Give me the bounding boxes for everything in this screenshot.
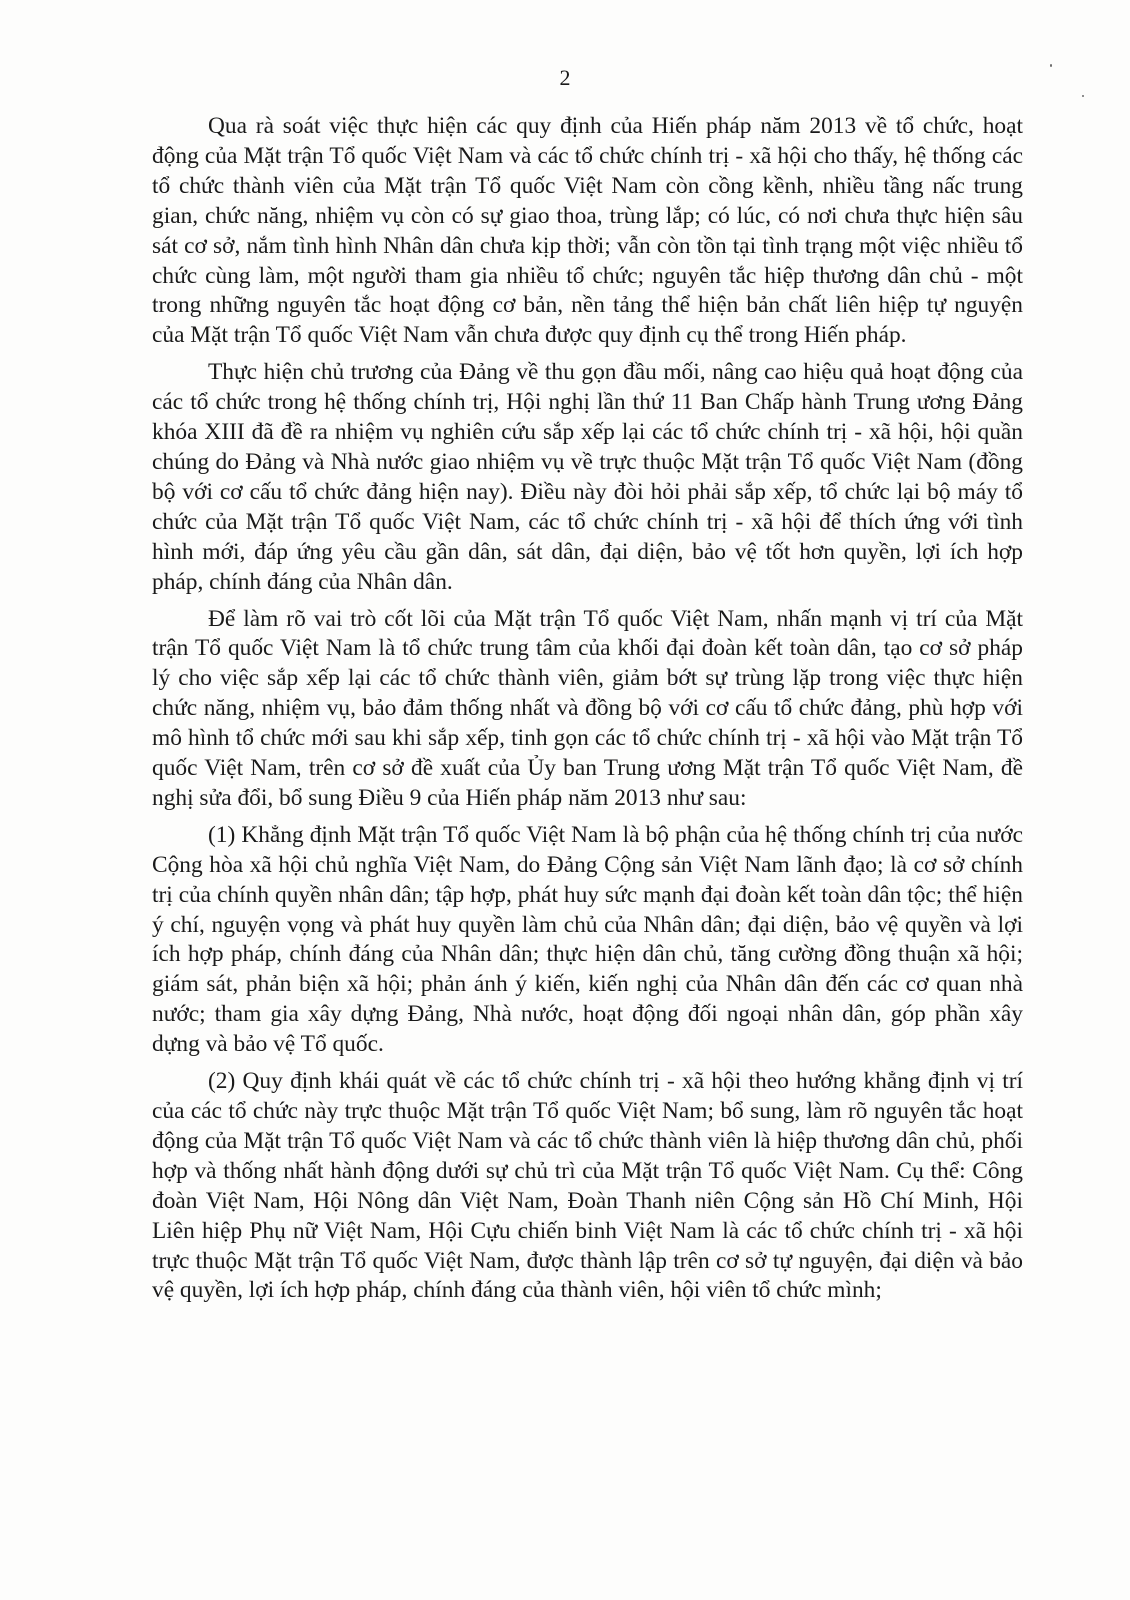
scan-speck bbox=[1082, 95, 1084, 97]
paragraph-point-2: (2) Quy định khái quát về các tổ chức chính trị - xã hội theo hướng khẳng định vị trí của các tổ chức này trực thuộc Mặt trận Tổ quốc Việt Nam; bổ sung, làm rõ nguyên tắc hoạt động của Mặt trận Tổ quốc Việt Nam và các tổ chức thành viên là hiệp thương dân chủ, phối hợp và thống nhất hành động dưới sự chủ trì của Mặt trận Tổ quốc Việt Nam. Cụ thể: Công đoàn Việt Nam, Hội Nông dân Việt Nam, Đoàn Thanh niên Cộng sản Hồ Chí Minh, Hội Liên hiệp Phụ nữ Việt Nam, Hội Cựu chiến binh Việt Nam là các tổ chức chính trị - xã hội trực thuộc Mặt trận Tổ quốc Việt Nam, được thành lập trên cơ sở tự nguyện, đại diện và bảo vệ quyền, lợi ích hợp pháp, chính đáng của thành viên, hội viên tổ chức mình; bbox=[152, 1068, 1023, 1304]
page-number: 2 bbox=[559, 65, 571, 90]
paragraph-party-policy: Thực hiện chủ trương của Đảng về thu gọn đầu mối, nâng cao hiệu quả hoạt động của các tổ chức trong hệ thống chính trị, Hội nghị lần thứ 11 Ban Chấp hành Trung ương Đảng khóa XIII đã đề ra nhiệm vụ nghiên cứu sắp xếp lại các tổ chức chính trị - xã hội, hội quần chúng do Đảng và Nhà nước giao nhiệm vụ về trực thuộc Mặt trận Tổ quốc Việt Nam (đồng bộ với cơ cấu tổ chức đảng hiện nay). Điều này đòi hỏi phải sắp xếp, tổ chức lại bộ máy tổ chức của Mặt trận Tổ quốc Việt Nam, các tổ chức chính trị - xã hội để thích ứng với tình hình mới, đáp ứng yêu cầu gần dân, sát dân, đại diện, bảo vệ tốt hơn quyền, lợi ích hợp pháp, chính đáng của Nhân dân. bbox=[152, 359, 1023, 595]
document-body bbox=[152, 112, 1023, 1306]
paragraph-amendment-proposal: Để làm rõ vai trò cốt lõi của Mặt trận Tổ quốc Việt Nam, nhấn mạnh vị trí của Mặt trận Tổ quốc Việt Nam là tổ chức trung tâm của khối đại đoàn kết toàn dân, tạo cơ sở pháp lý cho việc sắp xếp lại các tổ chức thành viên, giảm bớt sự trùng lặp trong việc thực hiện chức năng, nhiệm vụ, bảo đảm thống nhất và đồng bộ với cơ cấu tổ chức đảng, phù hợp với mô hình tổ chức mới sau khi sắp xếp, tinh gọn các tổ chức chính trị - xã hội vào Mặt trận Tổ quốc Việt Nam, trên cơ sở đề xuất của Ủy ban Trung ương Mặt trận Tổ quốc Việt Nam, đề nghị sửa đổi, bổ sung Điều 9 của Hiến pháp năm 2013 như sau: bbox=[152, 605, 1023, 811]
paragraph-review-findings: Qua rà soát việc thực hiện các quy định của Hiến pháp năm 2013 về tổ chức, hoạt động của Mặt trận Tổ quốc Việt Nam và các tổ chức chính trị - xã hội cho thấy, hệ thống các tổ chức thành viên của Mặt trận Tổ quốc Việt Nam còn cồng kềnh, nhiều tầng nấc trung gian, chức năng, nhiệm vụ còn có sự giao thoa, trùng lắp; có lúc, có nơi chưa thực hiện sâu sát cơ sở, nắm tình hình Nhân dân chưa kịp thời; vẫn còn tồn tại tình trạng một việc nhiều tổ chức cùng làm, một người tham gia nhiều tổ chức; nguyên tắc hiệp thương dân chủ - một trong những nguyên tắc hoạt động cơ bản, nền tảng thể hiện bản chất liên hiệp tự nguyện của Mặt trận Tổ quốc Việt Nam vẫn chưa được quy định cụ thể trong Hiến pháp. bbox=[152, 113, 1023, 349]
paragraph-point-1: (1) Khẳng định Mặt trận Tổ quốc Việt Nam là bộ phận của hệ thống chính trị của nước Cộng hòa xã hội chủ nghĩa Việt Nam, do Đảng Cộng sản Việt Nam lãnh đạo; là cơ sở chính trị của chính quyền nhân dân; tập hợp, phát huy sức mạnh đại đoàn kết toàn dân tộc; thể hiện ý chí, nguyện vọng và phát huy quyền làm chủ của Nhân dân; đại diện, bảo vệ quyền và lợi ích hợp pháp, chính đáng của Nhân dân; thực hiện dân chủ, tăng cường đồng thuận xã hội; giám sát, phản biện xã hội; phản ánh ý kiến, kiến nghị của Nhân dân đến các cơ quan nhà nước; tham gia xây dựng Đảng, Nhà nước, hoạt động đối ngoại nhân dân, góp phần xây dựng và bảo vệ Tổ quốc. bbox=[152, 821, 1023, 1058]
scan-speck bbox=[1050, 64, 1052, 67]
